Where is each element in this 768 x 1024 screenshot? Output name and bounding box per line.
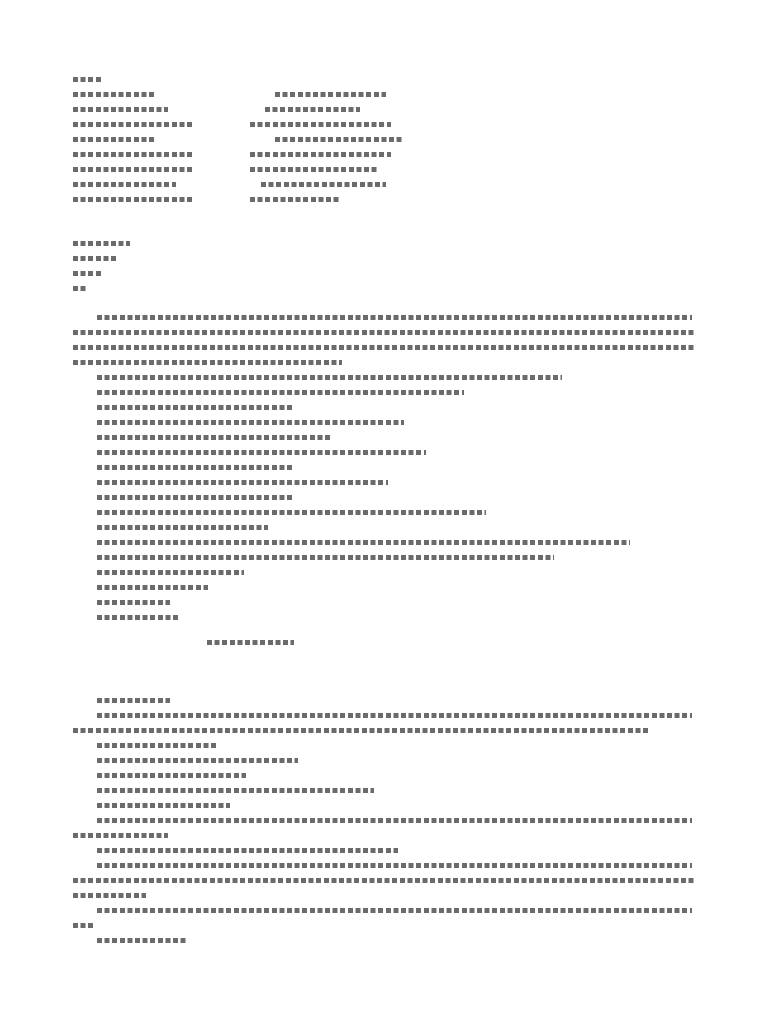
quote-line: [96, 843, 398, 858]
list-item: [96, 445, 426, 460]
header-right-line: [274, 87, 386, 102]
paragraph-line: [96, 310, 692, 325]
quote-line: [96, 813, 692, 828]
list-item: [96, 415, 404, 430]
list-item: [96, 475, 388, 490]
header-right-line: [249, 192, 339, 207]
list-item: [96, 370, 562, 385]
list-item: [96, 738, 216, 753]
list-item: [96, 753, 298, 768]
list-item: [96, 798, 230, 813]
info-line: [72, 266, 102, 281]
info-line: [72, 281, 86, 296]
quote-line: [72, 888, 146, 903]
header-right-line: [260, 177, 386, 192]
header-left-line: [72, 162, 192, 177]
header-left-line: [72, 192, 192, 207]
header-left-line: [72, 132, 154, 147]
quote-line: [96, 933, 186, 948]
list-item: [96, 595, 170, 610]
header-left-line: [72, 147, 192, 162]
list-item: [96, 565, 244, 580]
paragraph-line: [72, 325, 696, 340]
info-line: [72, 251, 116, 266]
list-item: [96, 610, 178, 625]
list-item: [96, 490, 292, 505]
quote-line: [72, 828, 168, 843]
header-left-line: [72, 102, 168, 117]
list-item: [96, 400, 292, 415]
list-item: [96, 535, 630, 550]
list-item: [96, 385, 464, 400]
heading-line: [96, 693, 170, 708]
header-right-line: [274, 132, 402, 147]
header-title: [72, 72, 102, 87]
list-item: [96, 520, 268, 535]
header-right-line: [249, 162, 377, 177]
header-right-line: [249, 117, 391, 132]
list-item: [96, 768, 246, 783]
list-item: [96, 550, 554, 565]
header-right-line: [264, 102, 360, 117]
header-right-line: [249, 147, 391, 162]
header-left-line: [72, 117, 192, 132]
paragraph-line: [72, 340, 696, 355]
caption-line: [206, 635, 294, 650]
quote-line: [96, 903, 692, 918]
quote-line: [96, 858, 692, 873]
quote-line: [72, 873, 696, 888]
paragraph-line: [96, 708, 692, 723]
list-item: [96, 430, 330, 445]
list-item: [96, 460, 292, 475]
header-left-line: [72, 177, 176, 192]
list-item: [96, 783, 374, 798]
paragraph-line: [72, 723, 648, 738]
quote-line: [72, 918, 94, 933]
list-item: [96, 580, 208, 595]
paragraph-line: [72, 355, 342, 370]
info-line: [72, 236, 130, 251]
list-item: [96, 505, 486, 520]
header-left-line: [72, 87, 154, 102]
